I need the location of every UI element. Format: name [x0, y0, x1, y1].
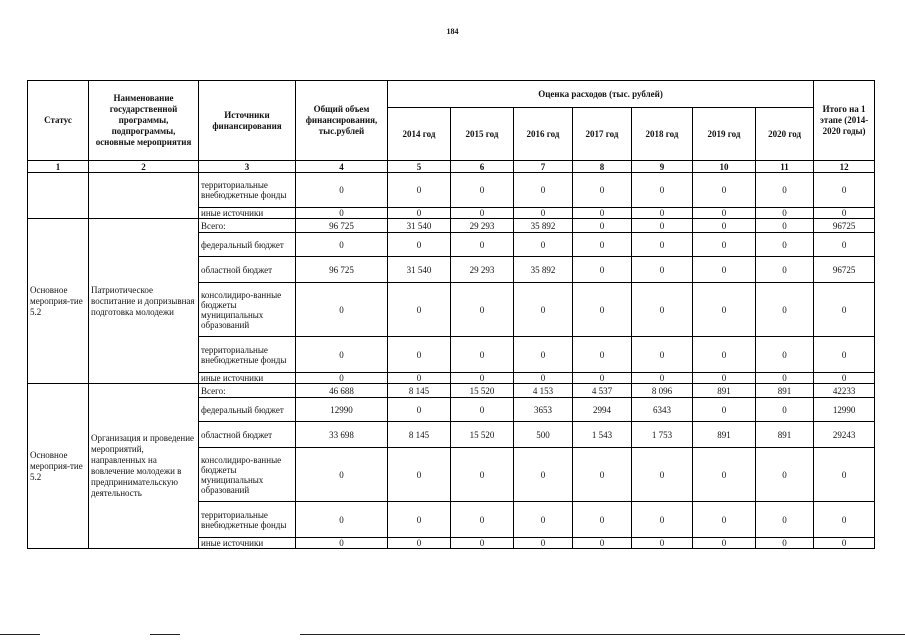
column-index: 6	[451, 161, 514, 173]
value-cell: 29 293	[451, 219, 514, 233]
value-cell: 0	[693, 283, 756, 337]
value-cell: 0	[388, 173, 451, 208]
name-cell	[89, 173, 199, 219]
value-cell: 0	[388, 398, 451, 422]
value-cell: 0	[756, 208, 814, 219]
column-index: 1	[28, 161, 89, 173]
value-cell: 0	[693, 257, 756, 283]
value-cell: 500	[514, 422, 573, 448]
value-cell: 0	[296, 373, 388, 384]
value-cell: 8 096	[632, 384, 693, 398]
value-cell: 0	[296, 502, 388, 538]
value-cell: 0	[451, 398, 514, 422]
column-index: 12	[814, 161, 875, 173]
table-body	[28, 161, 875, 549]
value-cell: 0	[756, 398, 814, 422]
header-sources: Источники финансирования	[199, 81, 296, 161]
column-index: 5	[388, 161, 451, 173]
value-cell: 0	[573, 173, 632, 208]
status-cell: Основное мероприя-тие 5.2	[28, 384, 89, 549]
bottom-rule	[150, 634, 180, 635]
value-cell: 1 753	[632, 422, 693, 448]
value-cell: 0	[388, 538, 451, 549]
source-cell: областной бюджет	[199, 422, 296, 448]
value-cell: 12990	[296, 398, 388, 422]
value-cell: 96725	[814, 219, 875, 233]
header-estimate: Оценка расходов (тыс. рублей)	[388, 81, 814, 108]
value-cell: 0	[693, 173, 756, 208]
value-cell: 0	[573, 337, 632, 373]
value-cell: 0	[514, 283, 573, 337]
value-cell: 0	[632, 373, 693, 384]
table-row	[28, 384, 875, 398]
value-cell: 0	[693, 219, 756, 233]
value-cell: 31 540	[388, 219, 451, 233]
value-cell: 0	[756, 538, 814, 549]
value-cell: 4 153	[514, 384, 573, 398]
value-cell: 0	[632, 283, 693, 337]
value-cell: 0	[514, 373, 573, 384]
header-status: Статус	[28, 81, 89, 161]
value-cell: 891	[693, 422, 756, 448]
value-cell: 12990	[814, 398, 875, 422]
value-cell: 0	[814, 373, 875, 384]
header-year: 2016 год	[514, 108, 573, 161]
value-cell: 0	[573, 283, 632, 337]
value-cell: 0	[693, 538, 756, 549]
value-cell: 0	[693, 233, 756, 257]
value-cell: 0	[632, 233, 693, 257]
value-cell: 0	[693, 373, 756, 384]
value-cell: 35 892	[514, 257, 573, 283]
value-cell: 0	[632, 257, 693, 283]
value-cell: 0	[573, 257, 632, 283]
value-cell: 31 540	[388, 257, 451, 283]
value-cell: 8 145	[388, 384, 451, 398]
value-cell: 0	[814, 233, 875, 257]
value-cell: 0	[573, 502, 632, 538]
value-cell: 1 543	[573, 422, 632, 448]
column-index: 7	[514, 161, 573, 173]
column-index: 11	[756, 161, 814, 173]
value-cell: 0	[296, 538, 388, 549]
value-cell: 0	[451, 337, 514, 373]
bottom-rule	[0, 634, 40, 635]
value-cell: 29 293	[451, 257, 514, 283]
source-cell: Всего:	[199, 384, 296, 398]
column-index: 9	[632, 161, 693, 173]
value-cell: 891	[693, 384, 756, 398]
value-cell: 0	[756, 502, 814, 538]
value-cell: 0	[632, 502, 693, 538]
value-cell: 0	[451, 373, 514, 384]
value-cell: 35 892	[514, 219, 573, 233]
value-cell: 15 520	[451, 384, 514, 398]
value-cell: 15 520	[451, 422, 514, 448]
value-cell: 0	[451, 502, 514, 538]
value-cell: 0	[573, 538, 632, 549]
header-name: Наименование государственной программы, подпрограммы, основные мероприятия	[89, 81, 199, 161]
value-cell: 0	[756, 233, 814, 257]
value-cell: 0	[451, 538, 514, 549]
column-index: 2	[89, 161, 199, 173]
source-cell: иные источники	[199, 538, 296, 549]
source-cell: федеральный бюджет	[199, 233, 296, 257]
value-cell: 0	[693, 448, 756, 502]
value-cell: 0	[814, 173, 875, 208]
value-cell: 0	[814, 283, 875, 337]
value-cell: 0	[451, 173, 514, 208]
value-cell: 4 537	[573, 384, 632, 398]
value-cell: 0	[756, 219, 814, 233]
header-year: 2020 год	[756, 108, 814, 161]
source-cell: Всего:	[199, 219, 296, 233]
value-cell: 891	[756, 384, 814, 398]
value-cell: 96725	[814, 257, 875, 283]
value-cell: 0	[388, 337, 451, 373]
value-cell: 0	[296, 233, 388, 257]
column-index-row	[28, 161, 875, 173]
value-cell: 0	[388, 233, 451, 257]
value-cell: 0	[514, 233, 573, 257]
value-cell: 0	[296, 283, 388, 337]
value-cell: 0	[514, 538, 573, 549]
value-cell: 0	[573, 219, 632, 233]
value-cell: 0	[388, 208, 451, 219]
table-header	[28, 81, 875, 161]
value-cell: 0	[451, 283, 514, 337]
source-cell: территориальные внебюджетные фонды	[199, 337, 296, 373]
value-cell: 46 688	[296, 384, 388, 398]
value-cell: 0	[632, 173, 693, 208]
value-cell: 0	[693, 398, 756, 422]
value-cell: 6343	[632, 398, 693, 422]
value-cell: 0	[756, 257, 814, 283]
value-cell: 3653	[514, 398, 573, 422]
value-cell: 96 725	[296, 257, 388, 283]
value-cell: 0	[388, 373, 451, 384]
value-cell: 0	[756, 283, 814, 337]
source-cell: федеральный бюджет	[199, 398, 296, 422]
bottom-rule	[300, 634, 905, 635]
value-cell: 0	[814, 502, 875, 538]
value-cell: 0	[388, 283, 451, 337]
value-cell: 0	[632, 208, 693, 219]
value-cell: 0	[573, 233, 632, 257]
header-total: Общий объем финансирования, тыс.рублей	[296, 81, 388, 161]
value-cell: 0	[296, 448, 388, 502]
source-cell: территориальные внебюджетные фонды	[199, 173, 296, 208]
source-cell: областной бюджет	[199, 257, 296, 283]
page-number: 184	[446, 27, 459, 36]
source-cell: иные источники	[199, 208, 296, 219]
header-year: 2019 год	[693, 108, 756, 161]
name-cell: Патриотическое воспитание и допризывная подготовка молодежи	[89, 219, 199, 384]
value-cell: 0	[514, 502, 573, 538]
budget-table	[27, 80, 875, 549]
value-cell: 0	[451, 233, 514, 257]
source-cell: иные источники	[199, 373, 296, 384]
value-cell: 0	[814, 337, 875, 373]
value-cell: 0	[573, 208, 632, 219]
header-year: 2018 год	[632, 108, 693, 161]
header-stage-total: Итого на 1 этапе (2014-2020 годы)	[814, 81, 875, 161]
value-cell: 33 698	[296, 422, 388, 448]
value-cell: 0	[693, 208, 756, 219]
column-index: 3	[199, 161, 296, 173]
name-cell: Организация и проведение мероприятий, направленных на вовлечение молодежи в предпринимательскую деятельность	[89, 384, 199, 549]
value-cell: 8 145	[388, 422, 451, 448]
value-cell: 0	[296, 208, 388, 219]
table-row	[28, 219, 875, 233]
value-cell: 0	[814, 538, 875, 549]
source-cell: консолидиро-ванные бюджеты муниципальных образований	[199, 283, 296, 337]
value-cell: 0	[814, 448, 875, 502]
header-year: 2014 год	[388, 108, 451, 161]
value-cell: 0	[514, 173, 573, 208]
value-cell: 0	[814, 208, 875, 219]
value-cell: 0	[514, 208, 573, 219]
value-cell: 0	[514, 448, 573, 502]
source-cell: территориальные внебюджетные фонды	[199, 502, 296, 538]
source-cell: консолидиро-ванные бюджеты муниципальных образований	[199, 448, 296, 502]
value-cell: 96 725	[296, 219, 388, 233]
value-cell: 2994	[573, 398, 632, 422]
value-cell: 0	[632, 448, 693, 502]
value-cell: 29243	[814, 422, 875, 448]
value-cell: 0	[693, 337, 756, 373]
column-index: 8	[573, 161, 632, 173]
table-row	[28, 173, 875, 208]
value-cell: 0	[756, 373, 814, 384]
column-index: 10	[693, 161, 756, 173]
value-cell: 0	[756, 448, 814, 502]
value-cell: 0	[451, 448, 514, 502]
header-year: 2017 год	[573, 108, 632, 161]
value-cell: 0	[632, 219, 693, 233]
value-cell: 0	[632, 538, 693, 549]
value-cell: 0	[632, 337, 693, 373]
value-cell: 0	[451, 208, 514, 219]
value-cell: 0	[573, 448, 632, 502]
column-index: 4	[296, 161, 388, 173]
header-year: 2015 год	[451, 108, 514, 161]
value-cell: 42233	[814, 384, 875, 398]
value-cell: 0	[756, 173, 814, 208]
value-cell: 0	[514, 337, 573, 373]
value-cell: 0	[693, 502, 756, 538]
value-cell: 0	[573, 373, 632, 384]
value-cell: 891	[756, 422, 814, 448]
value-cell: 0	[388, 448, 451, 502]
value-cell: 0	[756, 337, 814, 373]
status-cell: Основное мероприя-тие 5.2	[28, 219, 89, 384]
value-cell: 0	[388, 502, 451, 538]
status-cell	[28, 173, 89, 219]
value-cell: 0	[296, 337, 388, 373]
value-cell: 0	[296, 173, 388, 208]
